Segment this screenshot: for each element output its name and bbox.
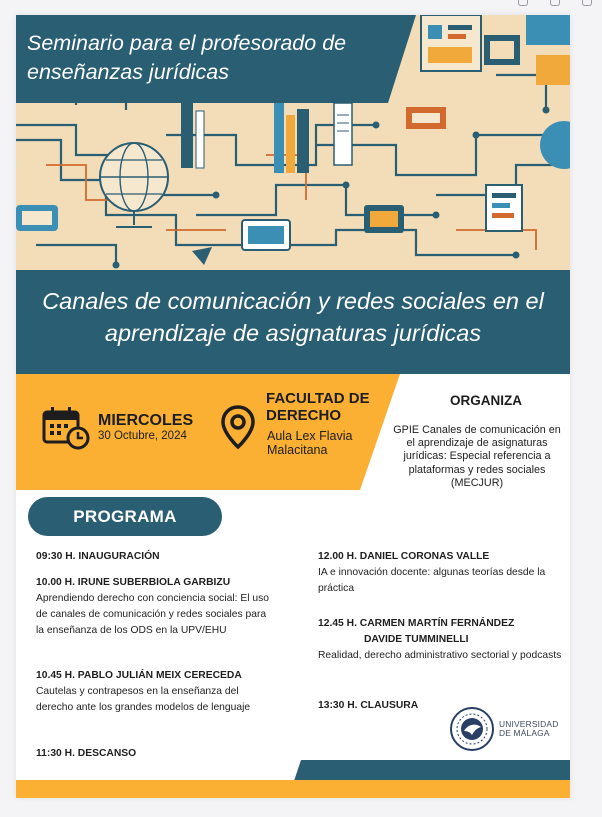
program-item (318, 616, 562, 664)
program-item-title-second-line: DAVIDE TUMMINELLI (364, 634, 469, 645)
calendar-clock-icon (42, 406, 90, 450)
browser-toolbar-icons (518, 0, 592, 8)
seminar-title: Seminario para el profesorado de enseñanzas jurídicas (27, 31, 347, 84)
footer-band-teal (294, 760, 570, 781)
program-item-title: 11:30 H. DESCANSO (36, 748, 137, 759)
organizer-heading: ORGANIZA (450, 393, 522, 408)
program-item-title: 10.00 H. IRUNE SUBERBIOLA GARBIZU (36, 577, 231, 588)
program-item-title: 10.45 H. PABLO JULIÁN MEIX CERECEDA (36, 670, 242, 681)
program-item (36, 746, 276, 762)
university-logo (449, 706, 558, 752)
venue-room: Aula Lex Flavia Malacitana (267, 429, 353, 457)
organizer-text: GPIE Canales de comunicación en el aprendizaje de asignaturas jurídicas: Especial referencia a plataformas y redes sociales (MECJUR) (393, 424, 561, 489)
program-item (36, 549, 276, 565)
program-item-description: Cautelas y contrapesos en la enseñanza del derecho ante los grandes modelos de lenguaje (36, 686, 251, 713)
venue-name: FACULTAD DE DERECHO (266, 390, 370, 424)
main-title-band (16, 270, 570, 374)
toolbar-icon[interactable] (582, 0, 592, 6)
program-item (318, 549, 562, 597)
program-item-description: IA e innovación docente: algunas teorías desde la práctica (318, 567, 546, 594)
program-heading: PROGRAMA (28, 497, 222, 536)
footer-band-amber (16, 780, 570, 798)
university-name-line2: DE MÁLAGA (499, 728, 550, 738)
event-date: 30 Octubre, 2024 (98, 430, 187, 442)
program-item (36, 668, 276, 716)
program-item (36, 575, 276, 639)
location-pin-icon (221, 405, 255, 449)
toolbar-icon[interactable] (550, 0, 560, 6)
program-item-title: 12.00 H. DANIEL CORONAS VALLE (318, 551, 490, 562)
university-seal-icon (449, 706, 495, 752)
event-day: MIERCOLES (98, 412, 194, 429)
program-item-title: 09:30 H. INAUGURACIÓN (36, 551, 160, 562)
program-item-description: Aprendiendo derecho con conciencia social: El uso de canales de comunicación y redes sociales para la enseñanza de los ODS en la UPV/EHU (36, 593, 269, 636)
seminar-poster (16, 15, 570, 798)
university-name-line1: UNIVERSIDAD (499, 718, 559, 729)
main-title: Canales de comunicación y redes sociales en el aprendizaje de asignaturas jurídicas (42, 288, 544, 346)
program-item-description: Realidad, derecho administrativo sectorial y podcasts (318, 650, 562, 661)
program-item-title: 13:30 H. CLAUSURA (318, 700, 419, 711)
program-item-title: 12.45 H. CARMEN MARTÍN FERNÁNDEZ (318, 618, 515, 629)
toolbar-icon[interactable] (518, 0, 528, 6)
